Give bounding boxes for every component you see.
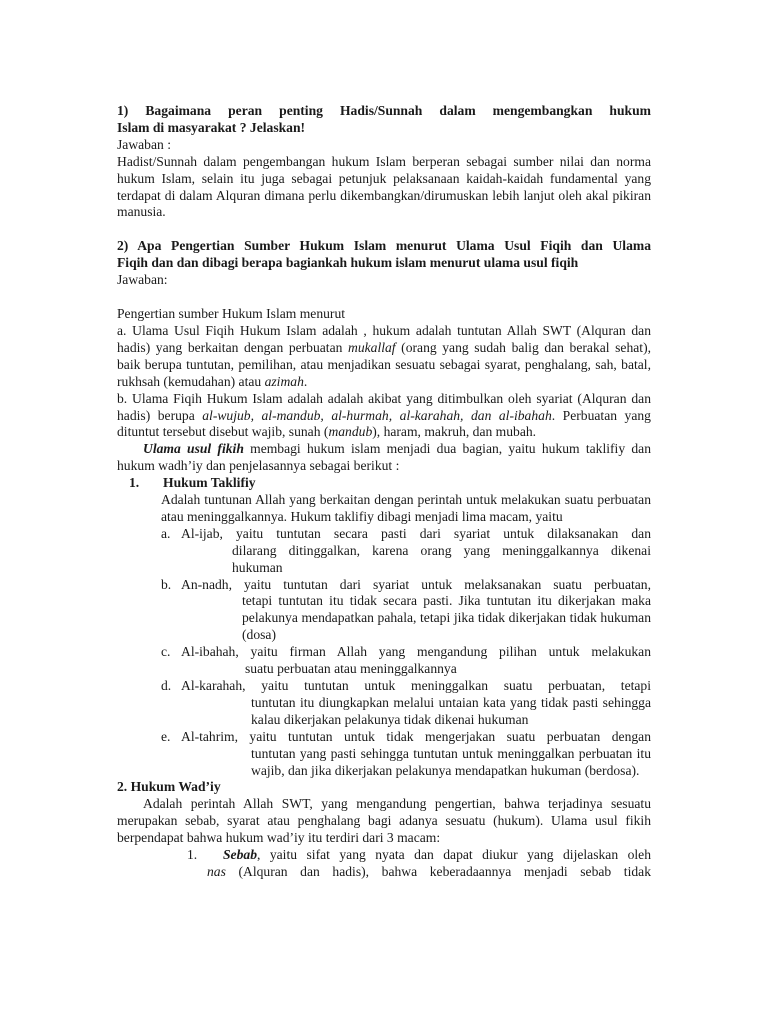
taklifi-item-b: b. An-nadh, yaitu tuntutan dari syariat untuk melaksanakan suatu perbuatan, tetapi tuntutan itu tidak secara pasti. Jika tuntutan itu dikerjakan maka pelakunya mendapatkan pahala, tetapi jika tidak dikerjakan tidak hukuman (dosa) — [161, 576, 651, 643]
question-1-title-line1: 1) Bagaimana peran penting Hadis/Sunnah dalam mengembangkan hukum — [117, 103, 651, 118]
usul-fikih-division: Ulama usul fikih membagi hukum islam menjadi dua bagian, yaitu hukum taklifiy dan hukum wadh’iy dan penjelasannya sebagai berikut : — [117, 441, 651, 474]
taklifi-item-e: e. Al-tahrim, yaitu tuntutan untuk tidak mengerjakan suatu perbuatan dengan tuntutan yang pasti sehingga tuntutan untuk meninggalkan perbuatan itu wajib, dan jika dikerjakan pelakunya mendapatkan hukuman (berdosa). — [161, 728, 651, 778]
taklifi-description: Adalah tuntunan Allah yang berkaitan dengan perintah untuk melakukan suatu perbuatan atau meninggalkannya. Hukum taklifiy dibagi menjadi lima macam, yaitu — [161, 492, 651, 524]
taklifi-item-c: c. Al-ibahah, yaitu firman Allah yang mengandung pilihan untuk melakukan suatu perbuatan atau meninggalkannya — [161, 644, 651, 677]
taklifi-item-a: a. Al-ijab, yaitu tuntutan secara pasti dari syariat untuk dilaksanakan dan dilarang ditinggalkan, karena orang yang meninggalkannya dikenai hukuman — [161, 525, 651, 575]
wadiy-heading: 2. Hukum Wad’iy — [117, 779, 221, 795]
wadiy-description: Adalah perintah Allah SWT, yang mengandung pengertian, bahwa terjadinya sesuatu merupakan sebab, syarat atau penghalang bagi adanya sesuatu (hukum). Ulama usul fikih berpendapat bahwa hukum wad’iy itu terdiri dari 3 macam: — [117, 796, 651, 846]
question-2-title-line1: 2) Apa Pengertian Sumber Hukum Islam menurut Ulama Usul Fiqih dan Ulama — [117, 238, 651, 254]
wadiy-item-1-continuation: nas (Alquran dan hadis), bahwa keberadaannya menjadi sebab tidak — [207, 863, 651, 879]
question-2-answer-label: Jawaban: — [117, 272, 168, 288]
question-1-answer-label: Jawaban : — [117, 136, 171, 152]
taklifi-heading: 1. Hukum Taklifiy — [129, 475, 256, 491]
definition-usul-fiqih: a. Ulama Usul Fiqih Hukum Islam adalah , hukum adalah tuntutan Allah SWT (Alquran dan hadis) yang berkaitan dengan perbuatan mukallaf (orang yang sudah balig dan berakal sehat), baik berupa tuntutan, pemilihan, atau menjadikan sesuatu sebagai syarat, penghalang, sah, batal, rukhsah (kemudahan) atau azimah. — [117, 322, 651, 389]
question-2-title-line2: Fiqih dan dan dibagi berapa bagiankah hukum islam menurut ulama usul fiqih — [117, 255, 579, 271]
wadiy-item-1: 1. Sebab, yaitu sifat yang nyata dan dapat diukur yang dijelaskan oleh — [187, 847, 651, 863]
definition-fiqih: b. Ulama Fiqih Hukum Islam adalah adalah akibat yang ditimbulkan oleh syariat (Alquran dan hadis) berupa al-wujub, al-mandub, al-hurmah, al-karahah, dan al-ibahah. Perbuatan yang dituntut tersebut disebut wajib, sunah (mandub), haram, makruh, dan mubah. — [117, 390, 651, 440]
taklifi-item-d: d. Al-karahah, yaitu tuntutan untuk meninggalkan suatu perbuatan, tetapi tuntutan itu diungkapkan melalui untaian kata yang tidak pasti sehingga kalau dikerjakan pelakunya tidak dikenai hukuman — [161, 678, 651, 727]
definition-intro: Pengertian sumber Hukum Islam menurut — [117, 306, 346, 322]
question-1-answer-text: Hadist/Sunnah dalam pengembangan hukum Islam berperan sebagai sumber nilai dan norma hukum Islam, selain itu juga sebagai petunjuk pelaksanaan kaidah-kaidah fundamental yang terdapat di dalam Alquran dimana perlu dikembangkan/dirumuskan lebih lanjut oleh akal pikiran manusia. — [117, 153, 651, 220]
question-1-title-line2: Islam di masyarakat ? Jelaskan! — [117, 119, 306, 135]
